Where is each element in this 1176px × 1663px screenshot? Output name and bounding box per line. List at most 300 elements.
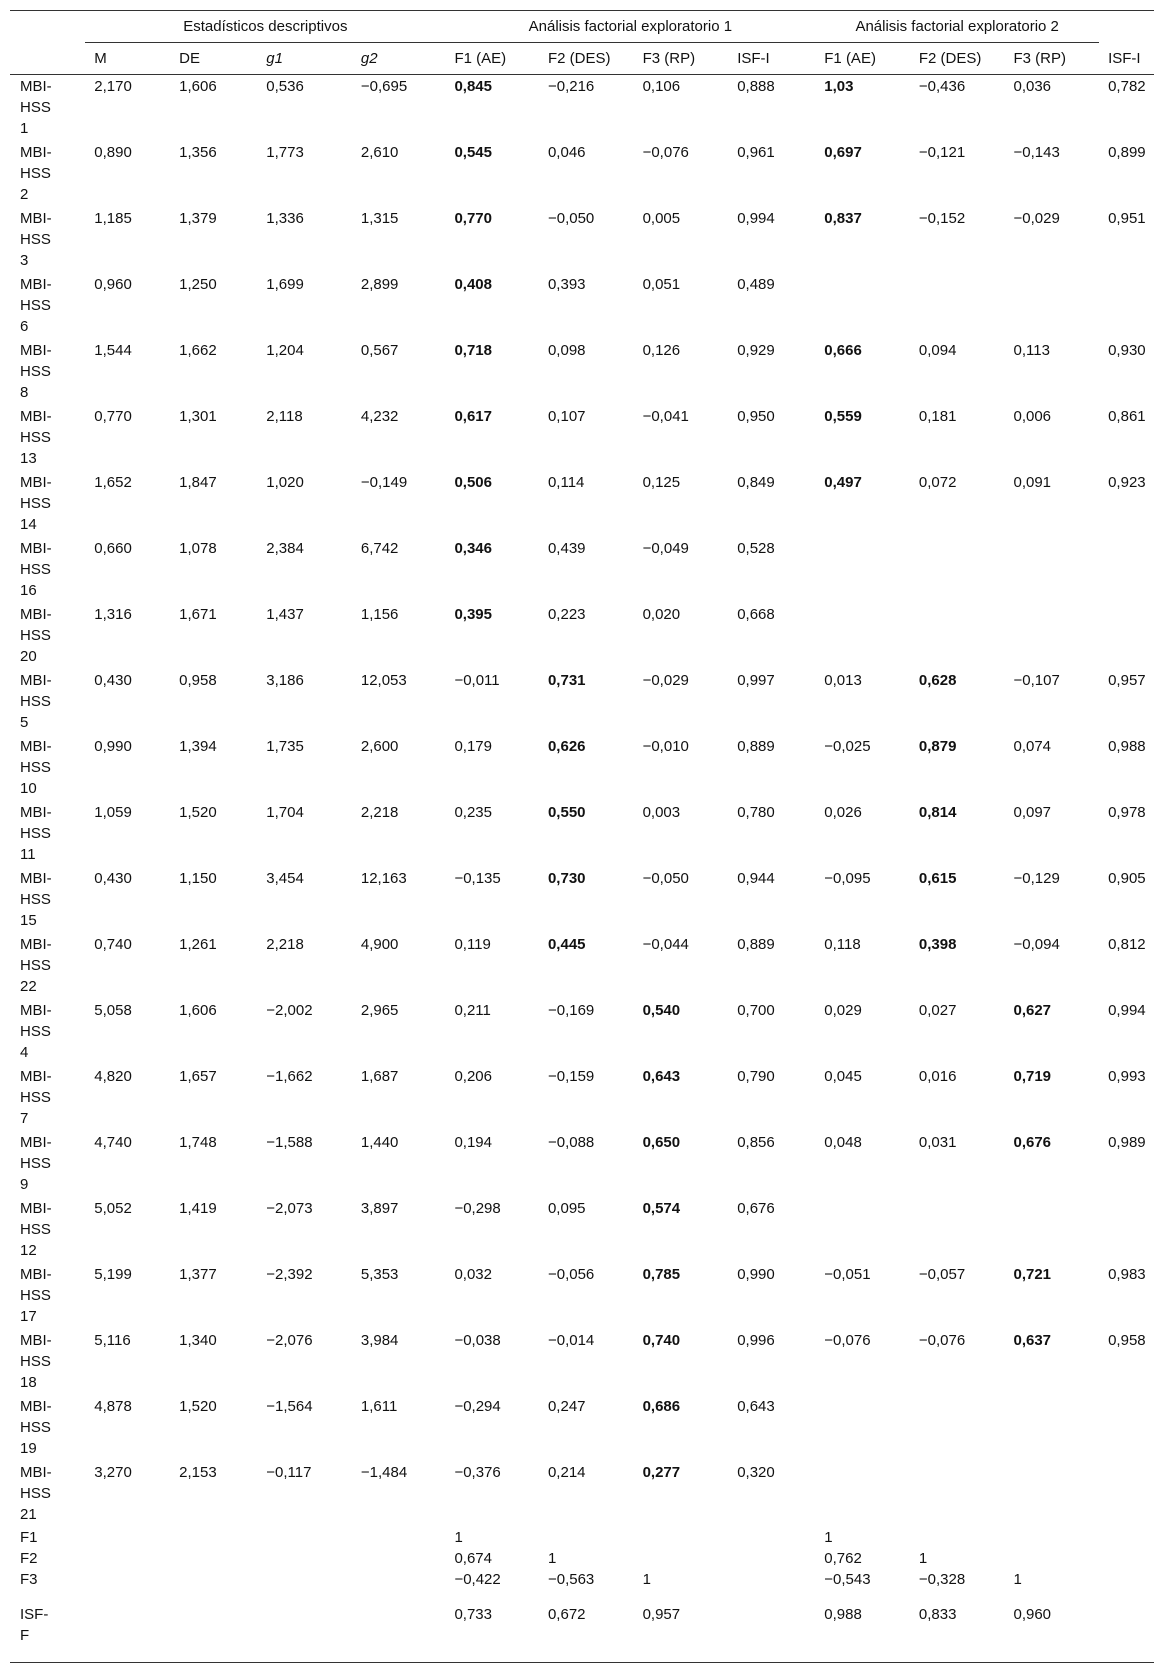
table-cell: 3,897: [360, 1200, 399, 1217]
table-cell: 2,218: [360, 804, 399, 821]
table-cell: 0,770: [454, 210, 492, 227]
row-label-part: 7: [20, 1110, 29, 1127]
table-cell: 1,377: [179, 1266, 217, 1283]
row-label-part: 8: [20, 384, 29, 401]
row-label-part: HSS: [20, 693, 51, 710]
table-cell: 1,185: [94, 210, 132, 227]
table-cell: [1099, 1590, 1154, 1663]
table-cell: 0,676: [1013, 1134, 1052, 1151]
table-cell: 1,544: [94, 342, 132, 359]
table-cell: 1,652: [94, 474, 132, 491]
column-header: g1: [266, 50, 283, 67]
table-cell: 0,770: [94, 408, 132, 425]
table-cell: [634, 1527, 729, 1548]
table-cell: [1099, 1197, 1154, 1263]
table-cell: 1,520: [179, 804, 217, 821]
table-cell: −0,129: [1013, 870, 1060, 887]
table-cell: 0,650: [642, 1134, 681, 1151]
table-cell: 0,930: [1108, 342, 1146, 359]
table-cell: 0,856: [737, 1134, 775, 1151]
table-cell: [1004, 537, 1099, 603]
table-cell: 0,114: [547, 474, 585, 491]
table-cell: 0,013: [824, 672, 862, 689]
table-cell: 1,059: [94, 804, 132, 821]
table-cell: 0,536: [266, 78, 304, 95]
row-label: [10, 867, 85, 933]
table-row: [10, 1329, 1154, 1395]
table-cell: 2,610: [360, 144, 399, 161]
table-cell: 2,118: [266, 408, 303, 425]
table-cell: −0,095: [824, 870, 871, 887]
table-row: [10, 1065, 1154, 1131]
row-label-part: HSS: [20, 1287, 51, 1304]
row-label-part: F2: [20, 1550, 38, 1567]
table-cell: 4,878: [94, 1398, 132, 1415]
table-row: [10, 537, 1154, 603]
row-label-part: ISF-: [20, 1606, 49, 1623]
table-row: [10, 735, 1154, 801]
row-label-part: HSS: [20, 1485, 51, 1502]
row-label-part: MBI-: [20, 1266, 52, 1283]
row-label-part: HSS: [20, 759, 51, 776]
table-cell: [1004, 1527, 1099, 1548]
table-cell: −0,076: [918, 1332, 966, 1349]
table-cell: 0,929: [737, 342, 775, 359]
row-label: [10, 1548, 85, 1569]
table-cell: 1,340: [179, 1332, 217, 1349]
table-cell: 0,888: [737, 78, 775, 95]
table-cell: 0,031: [918, 1134, 957, 1151]
table-row: [10, 141, 1154, 207]
table-cell: −0,543: [824, 1571, 871, 1588]
table-cell: 0,668: [737, 606, 775, 623]
table-cell: 1,150: [179, 870, 217, 887]
table-cell: −0,094: [1013, 936, 1060, 953]
row-label: [10, 405, 85, 471]
table-cell: −0,057: [918, 1266, 966, 1283]
table-cell: 0,989: [1108, 1134, 1146, 1151]
table-cell: 0,672: [547, 1606, 586, 1623]
table-cell: 0,643: [642, 1068, 681, 1085]
table-cell: 0,223: [547, 606, 586, 623]
row-label-part: HSS: [20, 1419, 51, 1436]
table-cell: 0,740: [642, 1332, 681, 1349]
table-cell: 0,032: [454, 1266, 492, 1283]
table-cell: 0,320: [737, 1464, 775, 1481]
column-header: F2 (DES): [918, 50, 982, 67]
table-cell: 0,762: [824, 1550, 862, 1567]
row-label-part: 10: [20, 780, 37, 797]
row-label-part: MBI-: [20, 474, 52, 491]
column-header: g2: [360, 50, 378, 67]
table-cell: 0,439: [547, 540, 586, 557]
table-cell: [728, 1569, 815, 1590]
table-cell: 1,078: [179, 540, 217, 557]
table-cell: 0,960: [94, 276, 132, 293]
table-cell: 1,394: [179, 738, 217, 755]
table-cell: 1: [824, 1529, 833, 1546]
row-label-part: 19: [20, 1440, 37, 1457]
group-header-efa2: Análisis factorial exploratorio 2: [815, 11, 1099, 43]
row-label-part: HSS: [20, 1221, 51, 1238]
table-cell: 0,194: [454, 1134, 492, 1151]
table-cell: −0,010: [642, 738, 689, 755]
table-cell: −0,050: [642, 870, 689, 887]
row-label-part: MBI-: [20, 804, 52, 821]
table-cell: 1: [642, 1571, 651, 1588]
table-cell: 0,790: [737, 1068, 775, 1085]
row-label-part: MBI-: [20, 210, 52, 227]
column-header: ISF-I: [737, 50, 770, 67]
table-cell: −0,029: [1013, 210, 1060, 227]
table-cell: 0,029: [824, 1002, 862, 1019]
table-cell: [170, 1569, 257, 1590]
table-cell: 1,735: [266, 738, 304, 755]
row-label-part: 20: [20, 648, 37, 665]
table-row: [10, 801, 1154, 867]
table-cell: 0,721: [1013, 1266, 1052, 1283]
row-label-part: MBI-: [20, 1464, 52, 1481]
table-cell: 0,430: [94, 672, 132, 689]
table-cell: [910, 1395, 1005, 1461]
table-cell: [352, 1548, 446, 1569]
row-label: [10, 1263, 85, 1329]
table-cell: 3,270: [94, 1464, 132, 1481]
table-cell: 0,126: [642, 342, 681, 359]
table-cell: −0,076: [642, 144, 689, 161]
table-cell: [1099, 1527, 1154, 1548]
table-cell: 0,676: [737, 1200, 775, 1217]
table-cell: 1,020: [266, 474, 304, 491]
table-cell: 5,052: [94, 1200, 132, 1217]
table-cell: 0,395: [454, 606, 492, 623]
table-cell: 0,003: [642, 804, 681, 821]
table-row: [10, 603, 1154, 669]
table-row: [10, 867, 1154, 933]
row-label-part: 1: [20, 120, 29, 137]
table-cell: 0,988: [824, 1606, 862, 1623]
table-cell: −0,025: [824, 738, 871, 755]
table-cell: −0,121: [918, 144, 966, 161]
table-cell: −2,392: [266, 1266, 313, 1283]
row-label-part: MBI-: [20, 1398, 52, 1415]
table-cell: [815, 1395, 910, 1461]
table-cell: 0,048: [824, 1134, 862, 1151]
row-label-part: HSS: [20, 429, 51, 446]
column-header-row: [10, 43, 1154, 75]
table-cell: 0,944: [737, 870, 775, 887]
table-cell: 0,960: [1013, 1606, 1052, 1623]
table-cell: −0,563: [547, 1571, 595, 1588]
table-cell: 0,051: [642, 276, 681, 293]
table-cell: [1099, 1548, 1154, 1569]
row-label-part: MBI-: [20, 408, 52, 425]
table-cell: 0,700: [737, 1002, 775, 1019]
row-label: [10, 735, 85, 801]
table-cell: 12,163: [360, 870, 407, 887]
table-cell: [815, 1461, 910, 1527]
table-cell: 0,889: [737, 936, 775, 953]
table-cell: −0,135: [454, 870, 501, 887]
table-cell: 0,957: [1108, 672, 1146, 689]
table-cell: 0,016: [918, 1068, 957, 1085]
table-cell: [910, 273, 1005, 339]
row-label-part: HSS: [20, 1023, 51, 1040]
table-cell: 0,046: [547, 144, 586, 161]
table-cell: 0,849: [737, 474, 775, 491]
table-cell: [257, 1527, 352, 1548]
group-header-row: [10, 11, 1154, 43]
table-cell: −0,041: [642, 408, 689, 425]
table-cell: 1,662: [179, 342, 217, 359]
row-label-part: MBI-: [20, 936, 52, 953]
group-header-descriptive: Estadísticos descriptivos: [85, 11, 445, 43]
table-cell: 0,235: [454, 804, 492, 821]
table-cell: 0,990: [94, 738, 132, 755]
row-label-part: 5: [20, 714, 29, 731]
table-cell: [1004, 1461, 1099, 1527]
row-label-part: HSS: [20, 627, 51, 644]
table-cell: 0,674: [454, 1550, 492, 1567]
table-cell: −2,073: [266, 1200, 313, 1217]
table-cell: [257, 1590, 352, 1663]
row-label: [10, 669, 85, 735]
table-cell: 0,812: [1108, 936, 1146, 953]
table-cell: [1099, 273, 1154, 339]
table-cell: 0,990: [737, 1266, 775, 1283]
row-label-part: HSS: [20, 825, 51, 842]
row-label-part: MBI-: [20, 1002, 52, 1019]
table-cell: [728, 1548, 815, 1569]
table-cell: 0,978: [1108, 804, 1146, 821]
table-cell: 4,820: [94, 1068, 132, 1085]
table-row: [10, 1569, 1154, 1590]
table-cell: 0,666: [824, 342, 862, 359]
table-cell: 2,218: [266, 936, 304, 953]
row-label-part: 11: [20, 846, 36, 863]
row-label-part: MBI-: [20, 738, 52, 755]
table-cell: 0,889: [737, 738, 775, 755]
table-cell: 2,170: [94, 78, 132, 95]
table-cell: 0,905: [1108, 870, 1146, 887]
table-cell: 12,053: [360, 672, 407, 689]
table-cell: 0,550: [547, 804, 586, 821]
table-cell: −0,088: [547, 1134, 595, 1151]
table-row: [10, 207, 1154, 273]
table-cell: 1,611: [360, 1398, 398, 1415]
row-label-part: HSS: [20, 957, 51, 974]
table-cell: −0,049: [642, 540, 689, 557]
table-cell: −0,298: [454, 1200, 501, 1217]
table-cell: 0,923: [1108, 474, 1146, 491]
table-cell: −0,422: [454, 1571, 501, 1588]
table-cell: 0,277: [642, 1464, 681, 1481]
row-label-part: MBI-: [20, 78, 52, 95]
table-cell: 0,506: [454, 474, 492, 491]
row-label-part: F: [20, 1627, 30, 1644]
row-label-part: MBI-: [20, 1068, 52, 1085]
corner-cell: [10, 11, 85, 43]
row-label-part: HSS: [20, 1089, 51, 1106]
row-label-part: F1: [20, 1529, 38, 1546]
group-header-efa1: Análisis factorial exploratorio 1: [445, 11, 815, 43]
table-cell: [1004, 273, 1099, 339]
table-cell: −0,050: [547, 210, 595, 227]
table-cell: −0,143: [1013, 144, 1060, 161]
table-cell: 1,671: [179, 606, 217, 623]
table-cell: 1,356: [179, 144, 217, 161]
table-cell: 1,520: [179, 1398, 217, 1415]
table-cell: [1099, 537, 1154, 603]
row-label-part: 14: [20, 516, 37, 533]
table-cell: 0,074: [1013, 738, 1052, 755]
table-cell: −2,002: [266, 1002, 313, 1019]
table-cell: 0,179: [454, 738, 492, 755]
table-row: [10, 1263, 1154, 1329]
table-row: [10, 1197, 1154, 1263]
table-cell: 0,961: [737, 144, 775, 161]
table-cell: −0,159: [547, 1068, 595, 1085]
table-cell: 1,03: [824, 78, 854, 95]
row-label-part: MBI-: [20, 1332, 52, 1349]
table-cell: 0,988: [1108, 738, 1146, 755]
table-cell: 0,617: [454, 408, 492, 425]
table-cell: 0,528: [737, 540, 775, 557]
table-cell: 1,419: [179, 1200, 217, 1217]
table-cell: 5,199: [94, 1266, 132, 1283]
table-cell: 0,489: [737, 276, 775, 293]
table-row: [10, 933, 1154, 999]
table-cell: 1,156: [360, 606, 399, 623]
table-cell: 0,020: [642, 606, 681, 623]
row-label-part: 21: [20, 1506, 37, 1523]
row-label-part: 6: [20, 318, 29, 335]
row-label: [10, 1590, 85, 1663]
row-label-part: 15: [20, 912, 37, 929]
table-cell: 0,545: [454, 144, 492, 161]
table-cell: 0,740: [94, 936, 132, 953]
table-cell: 0,997: [737, 672, 775, 689]
table-cell: [1004, 1197, 1099, 1263]
table-cell: 0,559: [824, 408, 862, 425]
table-cell: −0,117: [266, 1464, 312, 1481]
table-cell: 0,574: [642, 1200, 681, 1217]
row-label: [10, 537, 85, 603]
table-cell: 5,116: [94, 1332, 131, 1349]
table-cell: 2,153: [179, 1464, 217, 1481]
row-label: [10, 1461, 85, 1527]
table-cell: 0,540: [642, 1002, 681, 1019]
table-cell: 0,837: [824, 210, 862, 227]
table-cell: 4,740: [94, 1134, 132, 1151]
table-cell: [85, 1548, 170, 1569]
table-cell: 0,626: [547, 738, 586, 755]
table-cell: 0,697: [824, 144, 862, 161]
table-cell: 1,301: [179, 408, 217, 425]
row-label-part: MBI-: [20, 540, 52, 557]
table-row: [10, 999, 1154, 1065]
table-cell: 1,657: [179, 1068, 217, 1085]
table-cell: −0,038: [454, 1332, 501, 1349]
table-cell: 0,095: [547, 1200, 586, 1217]
table-cell: 0,731: [547, 672, 586, 689]
row-label: [10, 75, 85, 142]
row-label-part: HSS: [20, 1353, 51, 1370]
table-cell: 0,247: [547, 1398, 586, 1415]
table-cell: 0,782: [1108, 78, 1146, 95]
row-label-part: 13: [20, 450, 37, 467]
row-label-part: 16: [20, 582, 37, 599]
table-cell: [352, 1527, 446, 1548]
table-cell: −1,662: [266, 1068, 313, 1085]
table-cell: 6,742: [360, 540, 399, 557]
column-header: F2 (DES): [547, 50, 611, 67]
table-cell: 0,097: [1013, 804, 1052, 821]
table-cell: 1,315: [360, 210, 399, 227]
table-cell: 0,637: [1013, 1332, 1052, 1349]
row-label-part: MBI-: [20, 672, 52, 689]
table-cell: 0,098: [547, 342, 586, 359]
table-cell: 0,719: [1013, 1068, 1052, 1085]
table-cell: [352, 1569, 446, 1590]
row-label: [10, 603, 85, 669]
table-cell: 0,206: [454, 1068, 492, 1085]
table-cell: [1099, 1569, 1154, 1590]
table-cell: 0,814: [918, 804, 957, 821]
table-cell: 0,861: [1108, 408, 1146, 425]
table-cell: [170, 1527, 257, 1548]
table-cell: [1004, 1548, 1099, 1569]
table-cell: −1,564: [266, 1398, 313, 1415]
table-body: [10, 75, 1154, 1663]
table-cell: 1,847: [179, 474, 217, 491]
table-cell: −0,328: [918, 1571, 966, 1588]
table-cell: 0,091: [1013, 474, 1052, 491]
row-label-part: MBI-: [20, 276, 52, 293]
table-cell: 0,214: [547, 1464, 586, 1481]
table-cell: −0,056: [547, 1266, 595, 1283]
table-cell: 0,996: [737, 1332, 775, 1349]
row-label-part: MBI-: [20, 870, 52, 887]
table-cell: [910, 537, 1005, 603]
row-label: [10, 801, 85, 867]
table-cell: 1,704: [266, 804, 304, 821]
table-cell: 1,336: [266, 210, 304, 227]
table-cell: 1,261: [179, 936, 217, 953]
row-label-part: 4: [20, 1044, 29, 1061]
table-cell: −0,051: [824, 1266, 871, 1283]
table-cell: 1,379: [179, 210, 217, 227]
table-cell: [170, 1590, 257, 1663]
row-label-part: MBI-: [20, 1200, 52, 1217]
table-cell: 0,408: [454, 276, 492, 293]
table-cell: 1,687: [360, 1068, 399, 1085]
row-label-part: HSS: [20, 363, 51, 380]
table-cell: −1,484: [360, 1464, 408, 1481]
table-cell: 2,899: [360, 276, 399, 293]
table-cell: [728, 1590, 815, 1663]
row-label: [10, 1197, 85, 1263]
table-cell: 0,118: [824, 936, 861, 953]
table-cell: [815, 273, 910, 339]
row-label-part: 9: [20, 1176, 29, 1193]
table-cell: 0,398: [918, 936, 957, 953]
table-cell: 4,232: [360, 408, 399, 425]
table-cell: [1099, 603, 1154, 669]
row-label-part: MBI-: [20, 606, 52, 623]
row-label: [10, 933, 85, 999]
row-label-part: HSS: [20, 165, 51, 182]
